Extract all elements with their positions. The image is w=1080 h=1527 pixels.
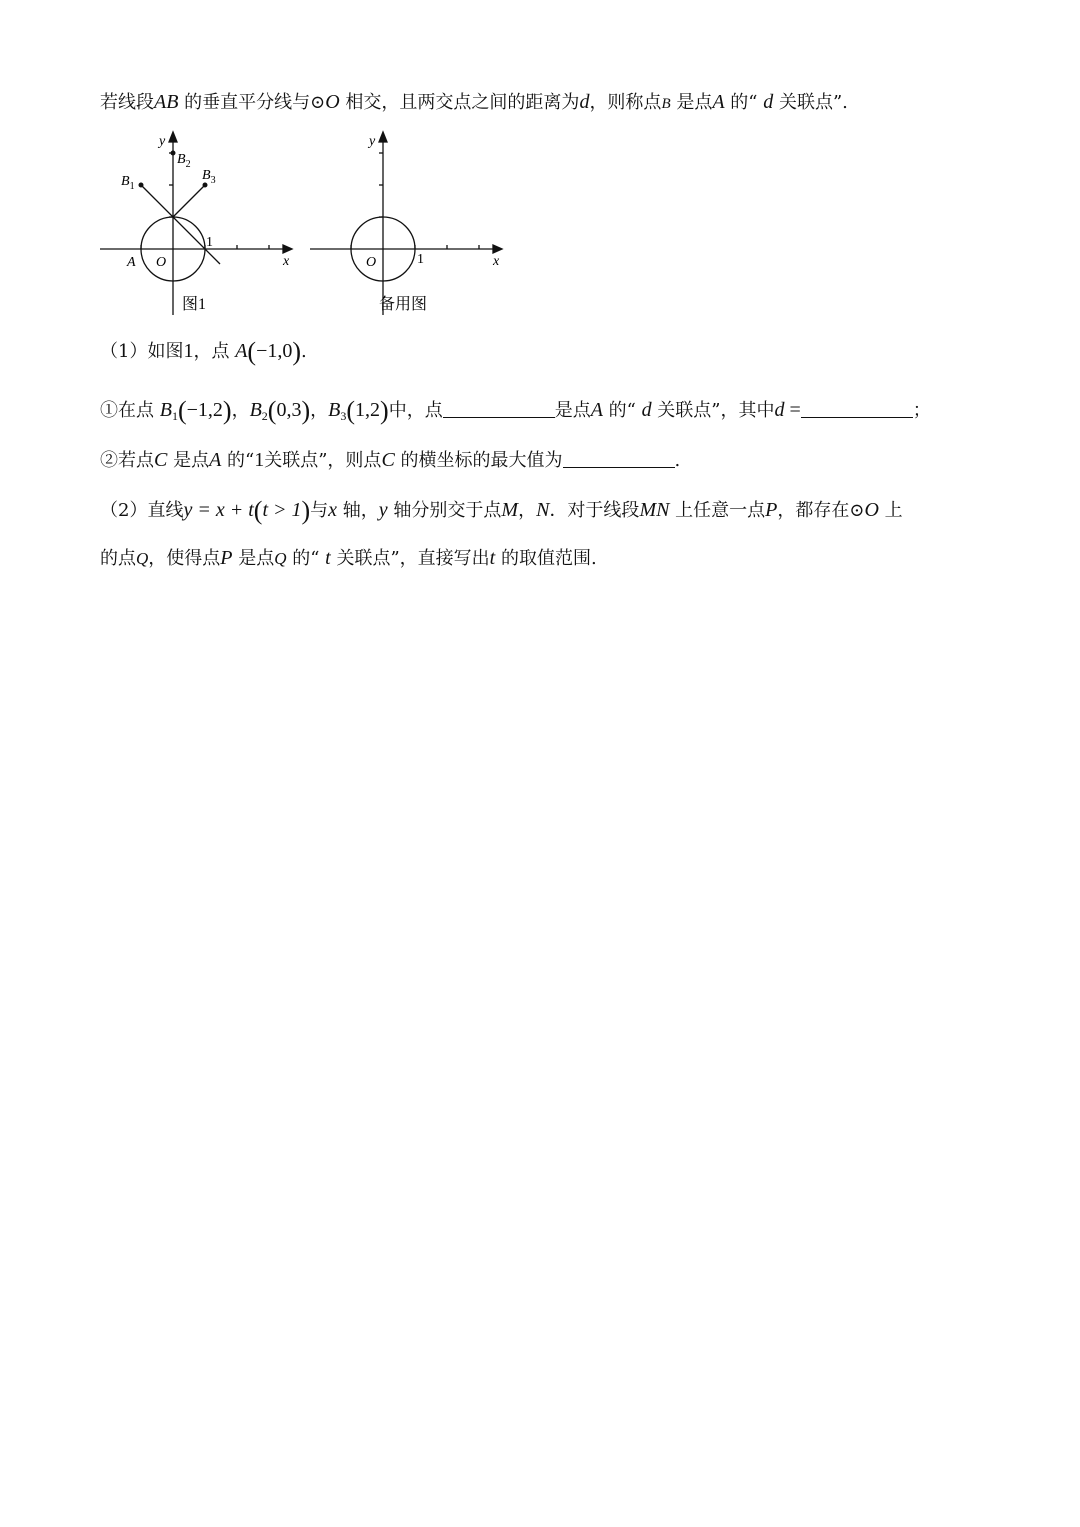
part-2-line: （2）直线y = x + t(t > 1)与x 轴，y 轴分别交于点M，N．对于线段MN 上任意一点P，都存在⊙O 上	[100, 496, 903, 525]
figure-2-caption: 备用图	[379, 296, 428, 313]
answer-blank-d[interactable]	[801, 401, 913, 418]
figure-1	[95, 125, 305, 315]
tick-one-label: 1	[417, 252, 424, 267]
figure-2-spare	[305, 125, 515, 315]
b1-label: $B_1$	[121, 174, 135, 192]
answer-blank-max-abscissa[interactable]	[563, 451, 675, 468]
origin-label: O	[366, 255, 377, 270]
b2-label: $B_2$	[177, 152, 191, 170]
point-b3	[203, 183, 208, 188]
y-axis-label: y	[159, 134, 166, 149]
b3-label: $B_3$	[202, 168, 216, 186]
point-b1	[139, 183, 144, 188]
answer-blank-point[interactable]	[443, 401, 555, 418]
part-1-line: （1）如图1，点 A(−1,0).	[100, 337, 307, 366]
point-b2	[171, 151, 176, 156]
part-2-line-2: 的点Q，使得点P 是点Q 的“ t 关联点”，直接写出t 的取值范围.	[100, 547, 597, 569]
x-axis-label: x	[283, 254, 290, 269]
figure-1-caption: 图1	[182, 296, 207, 313]
tick-one-label: 1	[206, 235, 213, 250]
intro-line: 若线段AB 的垂直平分线与⊙O 相交，且两交点之间的距离为d，则称点B 是点A 的“ d 关联点”.	[100, 91, 848, 113]
point-a-label: A	[127, 255, 136, 270]
question-2-line: ②若点C 是点A 的“1关联点”，则点C 的横坐标的最大值为 .	[100, 449, 681, 471]
y-axis-label: y	[369, 134, 376, 149]
question-1-line: ①在点 $B_1(-1,2)$，$B_2(0,3)$，$B_3(1,2)$中，点 是点A 的“ d 关联点”，其中d = ；	[100, 396, 931, 425]
x-axis-label: x	[493, 254, 500, 269]
origin-label: O	[156, 255, 167, 270]
